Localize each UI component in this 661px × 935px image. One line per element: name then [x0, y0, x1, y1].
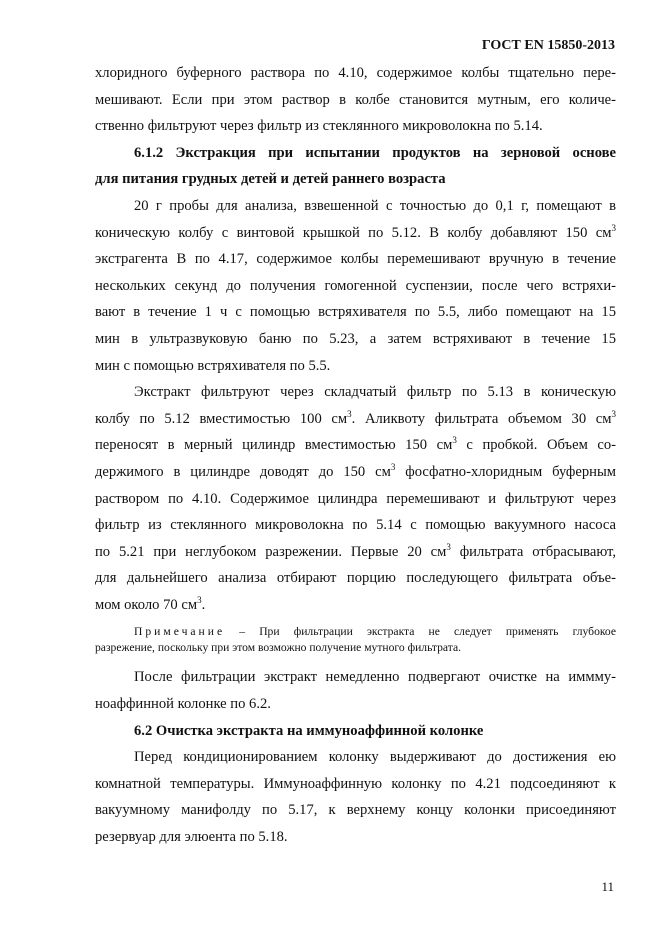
heading-line: для питания грудных детей и детей раннего возраста [95, 171, 446, 188]
text-line: мешивают. Если при этом раствор в колбе становится мутным, его количе- [95, 91, 616, 108]
text-line: колбу по 5.12 вместимостью 100 $см^3$. Аликвоту фильтрата объемом 30 $см^3$ [95, 408, 616, 427]
text-line: коническую колбу с винтовой крышкой по 5.12. В колбу добавляют 150 $см^3$ [95, 222, 616, 241]
page-body [95, 60, 616, 851]
text-line: вают в течение 1 ч с помощью встряхивателя по 5.5, либо помещают на 15 [95, 304, 616, 321]
text-line: раствором по 4.10. Содержимое цилиндра перемешивают и фильтруют через [95, 490, 616, 507]
text-line: комнатной температуры. Иммуноаффинную колонку по 4.21 подсоединяют к [95, 775, 616, 792]
text-line: нескольких секунд до получения гомогенной суспензии, после чего встряхи- [95, 277, 616, 294]
section-heading-6-1-2 [95, 140, 616, 193]
section-heading-6-2: 6.2 Очистка экстракта на иммуноаффинной колонке [134, 722, 484, 739]
note-line: Примечание – При фильтрации экстракта не следует применять глубокое [134, 625, 616, 639]
text-line: по 5.21 при неглубоком разрежении. Первые 20 $см^3$ фильтрата отбрасывают, [95, 541, 616, 560]
text-line: для дальнейшего анализа отбирают порцию последующего фильтрата объе- [95, 570, 616, 587]
superscript: 3 [611, 222, 616, 233]
paragraph-conditioning [95, 744, 616, 850]
note-label: Примечание [134, 625, 226, 639]
text-line: ноаффинной колонке по 6.2. [95, 696, 271, 713]
superscript: 3 [197, 594, 202, 605]
superscript: 3 [347, 408, 352, 419]
note-block [95, 624, 616, 656]
superscript: 3 [390, 461, 396, 472]
text-line: вакуумному манифолду по 5.17, к верхнему концу колонки присоединяют [95, 802, 616, 819]
page-number: 11 [601, 879, 614, 894]
paragraph-continuation [95, 60, 616, 140]
paragraph-after-filtration [95, 664, 616, 717]
heading-line: 6.1.2 Экстракция при испытании продуктов на зерновой основе [134, 144, 616, 161]
text-line: фильтр из стеклянного микроволокна по 5.14 с помощью вакуумного насоса [95, 517, 616, 534]
document-header: ГОСТ EN 15850-2013 [481, 38, 615, 53]
text-line: мом около 70 $см^3$. [95, 594, 206, 613]
superscript: 3 [611, 408, 616, 419]
text-line: Перед кондиционированием колонку выдерживают до достижения ею [134, 749, 616, 766]
text-line: Экстракт фильтруют через складчатый фильтр по 5.13 в коническую [134, 384, 616, 401]
text-line: 20 г пробы для анализа, взвешенной с точностью до 0,1 г, помещают в [134, 197, 616, 214]
paragraph-extraction [95, 193, 616, 379]
note-line: разрежение, поскольку при этом возможно получение мутного фильтрата. [95, 641, 462, 655]
text-line: резервуар для элюента по 5.18. [95, 829, 288, 846]
text-line: держимого в цилиндре доводят до 150 $см^3$ фосфатно-хлоридным буферным [95, 461, 616, 480]
superscript: 3 [452, 435, 457, 446]
text-line: экстрагента В по 4.17, содержимое колбы перемешивают вручную в течение [95, 251, 616, 268]
text-line: ственно фильтруют через фильтр из стеклянного микроволокна по 5.14. [95, 118, 543, 135]
text-line: переносят в мерный цилиндр вместимостью 150 $см^3$ с пробкой. Объем со- [95, 435, 616, 454]
text-line: мин в ультразвуковую баню по 5.23, а затем встряхивают в течение 15 [95, 330, 616, 347]
text-line: хлоридного буферного раствора по 4.10, содержимое колбы тщательно пере- [95, 65, 616, 81]
text-line: После фильтрации экстракт немедленно подвергают очистке на иммму- [134, 669, 616, 686]
paragraph-filtration [95, 379, 616, 618]
superscript: 3 [446, 541, 451, 552]
text-line: мин с помощью встряхивателя по 5.5. [95, 357, 331, 374]
